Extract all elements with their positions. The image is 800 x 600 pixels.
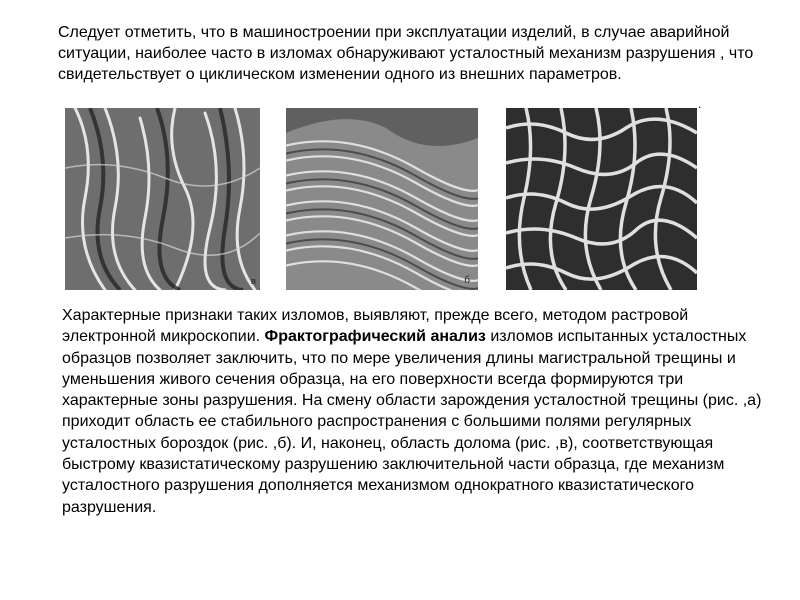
trailing-dot: . — [698, 97, 702, 111]
micrograph-c — [506, 108, 697, 290]
body-text-part2: изломов испытанных усталостных образцов позволяет заключить, что по мере увеличения длины магистральной трещины и уменьшения живого сечения образца, на его поверхности всегда формируются три характерные зоны разрушения. На смену области зарождения усталостной трещины (рис. ,а) приходит область ее стабильного распространения с большими полями регулярных усталостных бороздок (рис. ,б). И, наконец, область долома (рис. ,в), соответствующая быстрому квазистатическому разрушению заключительной части образца, где механизм усталостного разрушения дополняется механизмом однократного квазистатического разрушения. — [62, 328, 762, 516]
micrograph-b — [286, 108, 478, 290]
intro-paragraph — [58, 22, 788, 111]
micrograph-a — [65, 108, 260, 290]
panel-letter-b: б — [464, 274, 470, 286]
body-paragraph — [62, 305, 782, 518]
panel-letter-a: в — [250, 275, 256, 287]
intro-text: Следует отметить, что в машиностроении при эксплуатации изделий, в случае аварийной ситуации, наиболее часто в изломах обнаруживают усталостный механизм разрушения , что свидетельствует о циклическом изменении одного из внешних параметров. — [58, 24, 754, 83]
body-text-part1: Характерные признаки таких изломов, выявляют, прежде всего, методом растровой электронной микроскопии. — [62, 307, 689, 346]
body-bold-term: Фрактографический анализ — [264, 328, 486, 346]
